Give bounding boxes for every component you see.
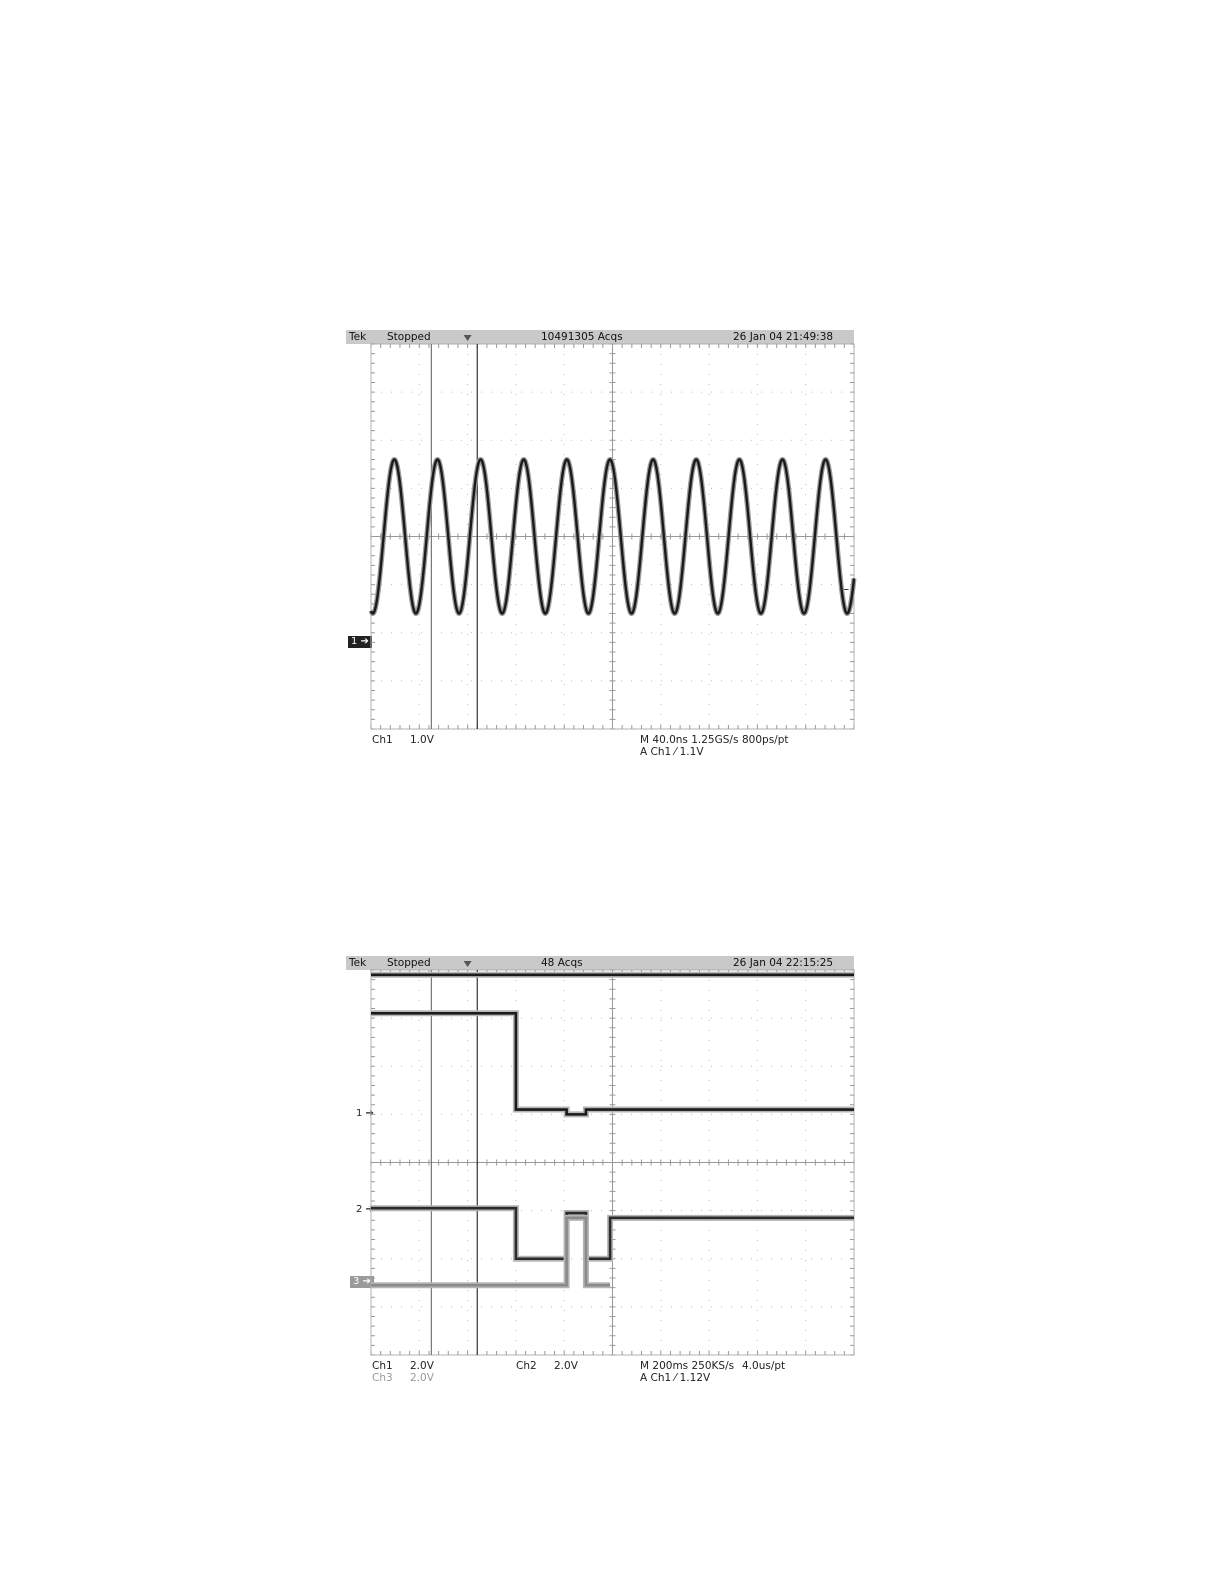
acquisition-state: Stopped	[387, 331, 431, 343]
trace-noise-band	[371, 1208, 854, 1259]
timestamp: 26 Jan 04 22:15:25	[733, 957, 834, 969]
scope-capture-2	[346, 956, 856, 1391]
timebase-readout: M 40.0ns 1.25GS/s	[640, 734, 739, 746]
ch1-ground-marker: 1 ➔	[348, 636, 372, 648]
trigger-readout: A Ch1 ⁄ 1.1V	[640, 746, 704, 758]
acquisition-count: 48 Acqs	[541, 957, 583, 969]
ch1-ground-marker: 1 ➔	[356, 1108, 374, 1119]
graticule-2	[371, 970, 854, 1355]
ch3-ground-marker: 3 ➔	[350, 1276, 374, 1288]
trace-noise-band	[371, 1218, 610, 1285]
ch2-scale: 2.0V	[554, 1360, 578, 1372]
waveform-display-2	[371, 970, 854, 1355]
resolution-readout: 800ps/pt	[742, 734, 789, 746]
ch2-name: Ch2	[516, 1360, 537, 1372]
waveform-display-1	[371, 344, 854, 729]
ch1-scale: 1.0V	[410, 734, 434, 746]
ch3-name: Ch3	[372, 1372, 393, 1384]
ch2-ground-marker: 2 ➔	[356, 1204, 374, 1215]
resolution-readout: 4.0us/pt	[742, 1360, 786, 1372]
acquisition-state: Stopped	[387, 957, 431, 969]
trigger-level-arrow: ←	[840, 583, 850, 596]
status-bar	[346, 330, 854, 344]
digital-trace	[371, 1218, 610, 1285]
trigger-readout: A Ch1 ⁄ 1.12V	[640, 1372, 711, 1384]
timestamp: 26 Jan 04 21:49:38	[733, 331, 834, 343]
ch1-name: Ch1	[372, 734, 393, 746]
graticule-1	[371, 344, 854, 729]
brand-label: Tek	[349, 331, 367, 343]
ch1-name: Ch1	[372, 1360, 393, 1372]
status-bar	[346, 956, 854, 970]
brand-label: Tek	[349, 957, 367, 969]
ch3-scale: 2.0V	[410, 1372, 434, 1384]
ch1-scale: 2.0V	[410, 1360, 434, 1372]
acquisition-count: 10491305 Acqs	[541, 331, 623, 343]
timebase-readout: M 200ms 250KS/s	[640, 1360, 735, 1372]
scope-capture-1	[346, 330, 856, 770]
